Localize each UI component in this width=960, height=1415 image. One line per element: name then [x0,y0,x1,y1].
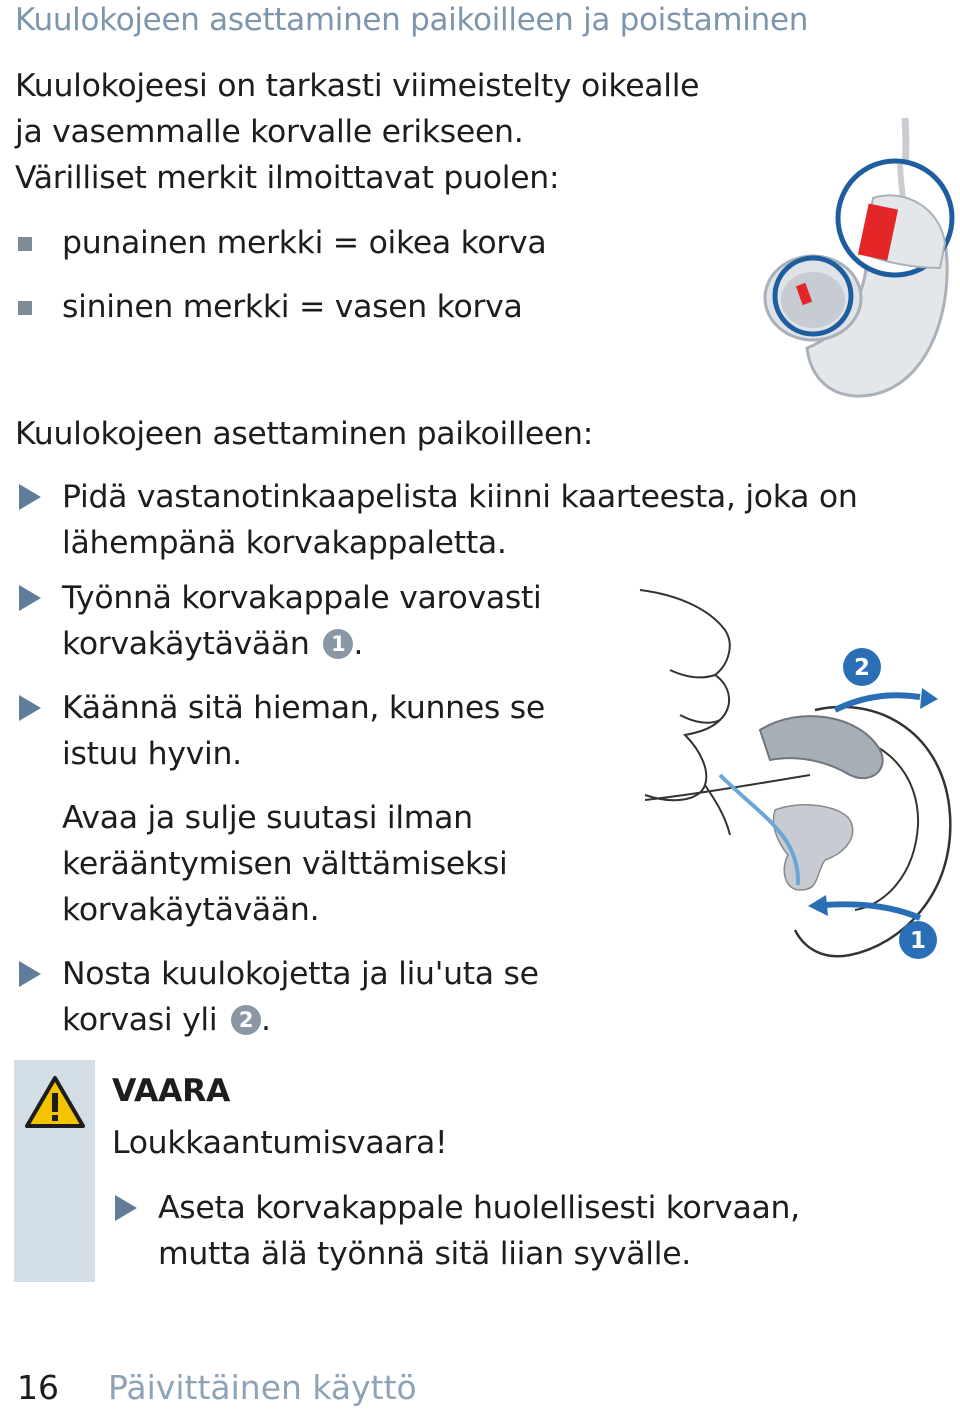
callout-2-label: 2 [853,655,871,681]
note-line: korvakäytävään. [62,892,320,928]
warning-instruction [158,1185,800,1277]
hearing-aid-markers-illustration [755,118,960,403]
page-heading: Kuulokojeen asettaminen paikoilleen ja poistaminen [15,2,809,38]
warning-instruction-line: Aseta korvakappale huolellisesti korvaan, [158,1190,800,1226]
step-4: Nosta kuulokojetta ja liu'uta se korvasi yli 2 . [62,951,539,1043]
step-1-line: lähempänä korvakappaletta. [62,525,507,561]
ear-insertion-illustration [600,585,960,985]
callout-1-label: 1 [909,928,927,954]
intro-paragraph [15,63,699,201]
step-3 [62,685,545,777]
step-number-badge: 2 [231,1005,261,1035]
step-arrow-icon [19,585,41,611]
arrow-right-icon [920,688,938,709]
warning-label: VAARA [112,1073,231,1109]
step-1-line: Pidä vastanotinkaapelista kiinni kaarteesta, joka on [62,479,858,515]
marker-item-right: punainen merkki = oikea korva [62,225,547,261]
step-3-line: istuu hyvin. [62,736,242,772]
insert-section-title: Kuulokojeen asettaminen paikoilleen: [15,416,594,452]
marker-item-left: sininen merkki = vasen korva [62,289,523,325]
warning-subtitle: Loukkaantumisvaara! [112,1125,448,1161]
warning-instruction-line: mutta älä työnnä sitä liian syvälle. [158,1236,692,1272]
step-2-line: korvakäytävään [62,626,310,662]
warning-triangle-icon [24,1075,86,1130]
intro-line: Värilliset merkit ilmoittavat puolen: [15,160,560,196]
step-arrow-icon [19,484,41,510]
step-2-line: Työnnä korvakappale varovasti [62,580,542,616]
step-1 [62,474,857,566]
bullet-square-icon [18,301,32,315]
jaw-note [62,795,507,933]
section-title: Päivittäinen käyttö [108,1368,417,1407]
step-number-badge: 1 [323,629,353,659]
bullet-square-icon [18,237,32,251]
intro-line: Kuulokojeesi on tarkasti viimeistelty oikealle [15,68,700,104]
note-line: Avaa ja sulje suutasi ilman [62,800,473,836]
step-arrow-icon [19,961,41,987]
step-3-line: Käännä sitä hieman, kunnes se [62,690,545,726]
note-line: kerääntymisen välttämiseksi [62,846,508,882]
step-arrow-icon [19,695,41,721]
step-2: Työnnä korvakappale varovasti korvakäytävään 1 . [62,575,541,667]
step-4-line: korvasi yli [62,1002,218,1038]
step-arrow-icon [115,1195,137,1221]
step-4-line: Nosta kuulokojetta ja liu'uta se [62,956,539,992]
page-number: 16 [17,1368,59,1407]
intro-line: ja vasemmalle korvalle erikseen. [15,114,524,150]
